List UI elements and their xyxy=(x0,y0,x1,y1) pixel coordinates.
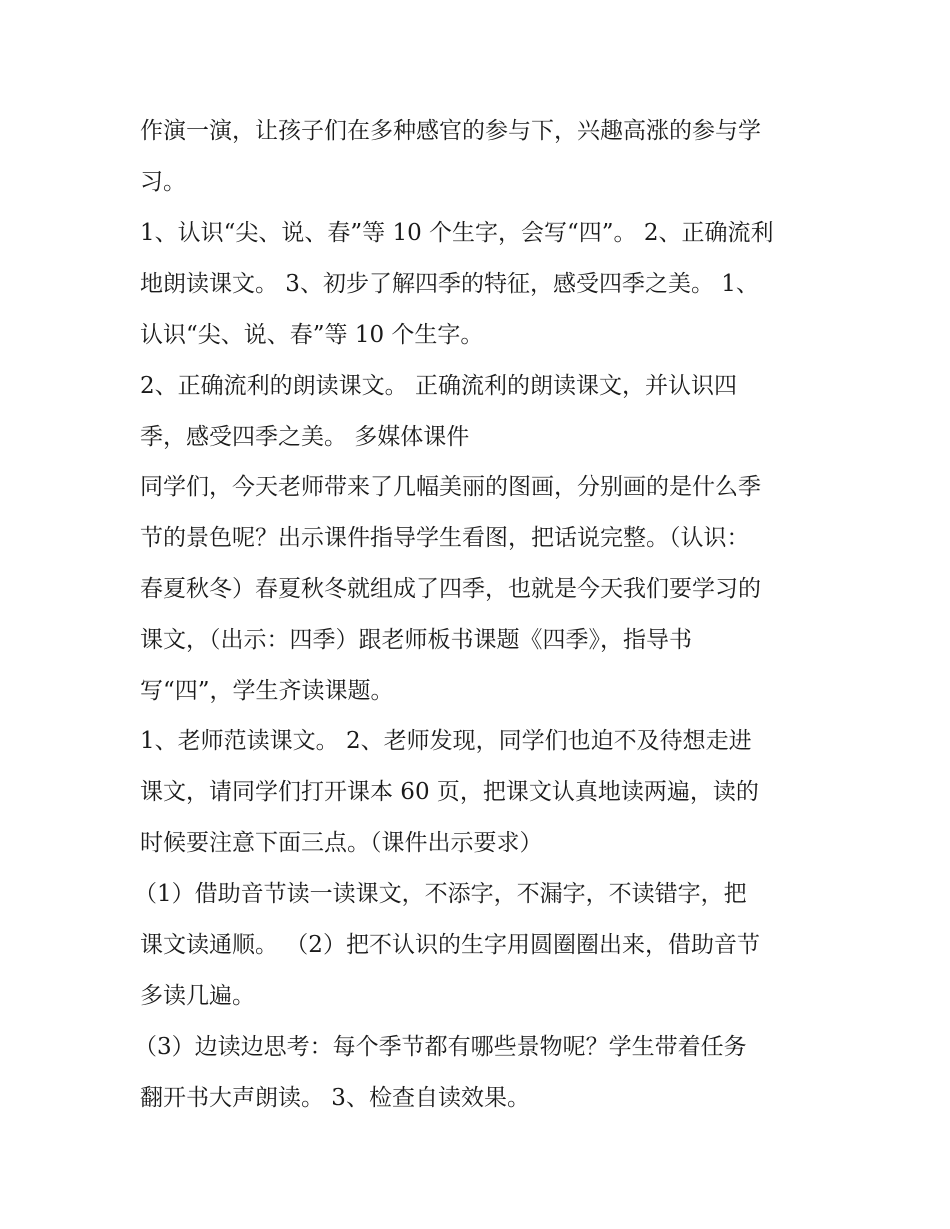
text-line-16: （1）借助音节读一读课文，不添字，不漏字，不读错字，把 xyxy=(134,881,747,907)
text-line-8: 同学们，今天老师带来了几幅美丽的图画，分别画的是什么季 xyxy=(140,474,761,500)
text-line-4: 地朗读课文。 3、初步了解四季的特征，感受四季之美。 1、 xyxy=(140,271,759,297)
text-line-3: 1、认识“尖、说、春”等 10 个生字，会写“四”。 2、正确流利 xyxy=(140,220,774,246)
text-line-15: 时候要注意下面三点。（课件出示要求） xyxy=(140,830,543,856)
text-line-2: 习。 xyxy=(140,169,186,195)
text-line-5: 认识“尖、说、春”等 10 个生字。 xyxy=(140,322,484,348)
text-line-14: 课文，请同学们打开课本 60 页，把课文认真地读两遍，读的 xyxy=(140,779,759,805)
text-line-9: 节的景色呢？出示课件指导学生看图，把话说完整。（认识： xyxy=(140,525,750,551)
text-line-6: 2、正确流利的朗读课文。 正确流利的朗读课文，并认识四 xyxy=(140,373,737,399)
document-body xyxy=(134,106,820,1124)
text-line-19: （3）边读边思考：每个季节都有哪些景物呢？学生带着任务 xyxy=(134,1034,747,1060)
text-line-10: 春夏秋冬）春夏秋冬就组成了四季，也就是今天我们要学习的 xyxy=(140,576,761,602)
text-line-11: 课文，（出示：四季）跟老师板书课题《四季》，指导书 xyxy=(140,627,692,653)
text-line-18: 多读几遍。 xyxy=(140,983,255,1009)
text-line-1: 作演一演，让孩子们在多种感官的参与下，兴趣高涨的参与学 xyxy=(140,118,761,144)
text-line-12: 写“四”，学生齐读课题。 xyxy=(140,678,394,704)
text-line-17: 课文读通顺。 （2）把不认识的生字用圆圈圈出来，借助音节 xyxy=(140,932,760,958)
text-line-20: 翻开书大声朗读。 3、检查自读效果。 xyxy=(140,1085,530,1111)
text-line-7: 季，感受四季之美。 多媒体课件 xyxy=(140,424,470,450)
text-line-13: 1、老师范读课文。 2、老师发现，同学们也迫不及待想走进 xyxy=(140,728,752,754)
